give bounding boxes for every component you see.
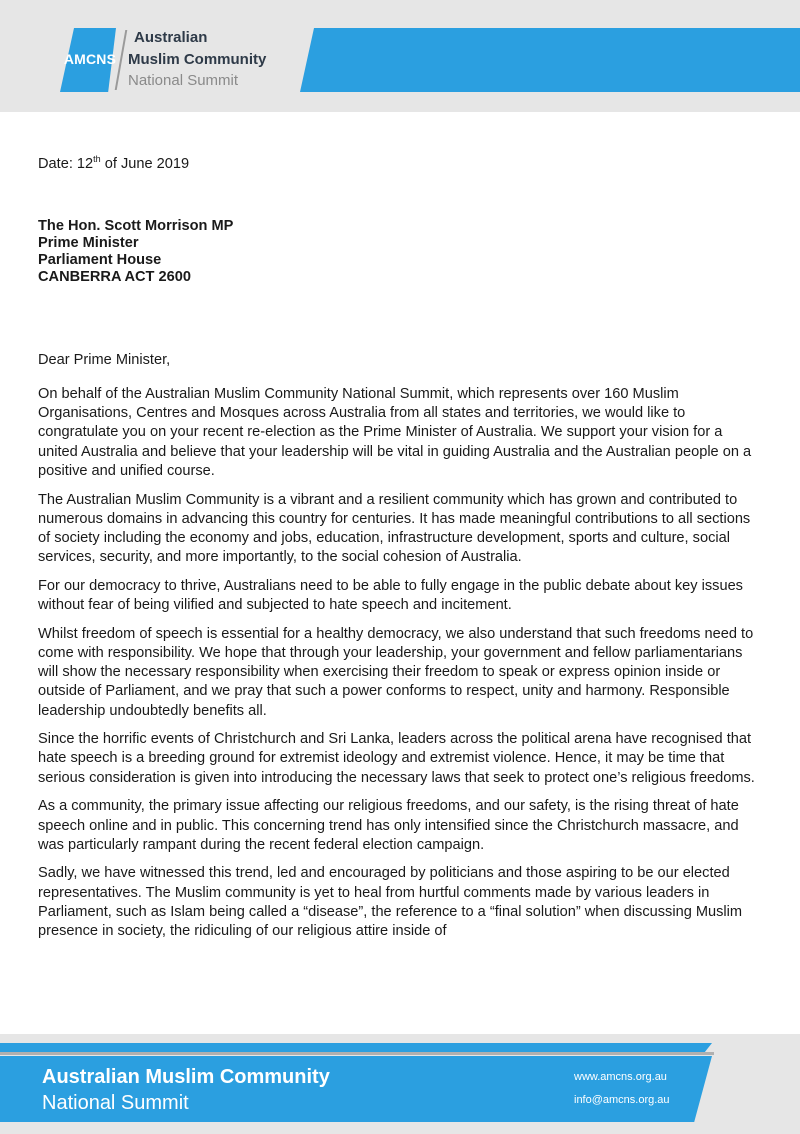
footer-email-link[interactable]: info@amcns.org.au (574, 1094, 670, 1106)
footer-website-link[interactable]: www.amcns.org.au (574, 1071, 667, 1083)
logo-org-line3: National Summit (128, 72, 239, 89)
recipient-name: The Hon. Scott Morrison MP (38, 218, 234, 234)
paragraph: Since the horrific events of Christchurch and Sri Lanka, leaders across the political arena have recognised that hate speech is a breeding ground for extremist ideology and extremist violence. Hence, it may be time that serious consideration is given into introducing the necessary laws that seek to protect one’s religious freedoms. (38, 731, 755, 786)
footer-top-stripe (0, 1043, 712, 1052)
recipient-building: Parliament House (38, 252, 162, 268)
logo-badge-text: AMCNS (63, 51, 117, 67)
salutation: Dear Prime Minister, (38, 352, 171, 368)
letter-body (38, 385, 764, 951)
paragraph: Whilst freedom of speech is essential for a healthy democracy, we also understand that such freedoms need to come with responsibility. We hope that through your leadership, your government and fellow parliamentarians will show the necessary responsibility when exercising their freedom to speak or express opinion inside or outside of Parliament, and we pray that such a power conforms to respect, unity and harmony. Responsible leadership undoubtedly benefits all. (38, 625, 754, 719)
logo-org-line1: Australian (134, 29, 208, 46)
letter-date: Date: 12th of June 2019 (38, 154, 190, 172)
paragraph: The Australian Muslim Community is a vibrant and a resilient community which has grown and contributed to numerous domains in advancing this country for centuries. It has made meaningful contributions to all sections of society including the economy and jobs, education, infrastructure development, sports and culture, social services, security, and more importantly, to the social cohesion of Australia. (38, 491, 751, 566)
paragraph: For our democracy to thrive, Australians need to be able to fully engage in the public debate about key issues without fear of being vilified and subjected to hate speech and incitement. (38, 577, 743, 614)
footer-org-line1: Australian Muslim Community (42, 1066, 330, 1088)
footer-org-line2: National Summit (42, 1092, 189, 1114)
paragraph: Sadly, we have witnessed this trend, led and encouraged by politicians and those aspiring to be our elected representatives. The Muslim community is yet to heal from hurtful comments made by various leaders in Parliament, such as Islam being called a “disease”, the reference to a “final solution” when discussing Muslim presence in society, the ridiculing of our religious attire inside of (38, 865, 743, 940)
logo-org-line2: Muslim Community (128, 51, 267, 68)
recipient-address (38, 218, 233, 286)
recipient-title: Prime Minister (38, 235, 139, 251)
paragraph: On behalf of the Australian Muslim Community National Summit, which represents over 160 Muslim Organisations, Centres and Mosques across Australia from all states and territories, we would like to congratulate you on your recent re-election as the Prime Minister of Australia. We support your vision for a united Australia and believe that your leadership will be vital in guiding Australia and the Australian people on a positive and unified course. (38, 386, 752, 479)
footer-gray-stripe (0, 1052, 714, 1055)
paragraph: As a community, the primary issue affecting our religious freedoms, and our safety, is the rising threat of hate speech online and in public. This concerning trend has only intensified since the Christchurch massacre, and was particularly rampant during the recent federal election campaign. (38, 798, 739, 853)
recipient-city: CANBERRA ACT 2600 (38, 269, 191, 285)
header-blue-band (300, 28, 800, 92)
